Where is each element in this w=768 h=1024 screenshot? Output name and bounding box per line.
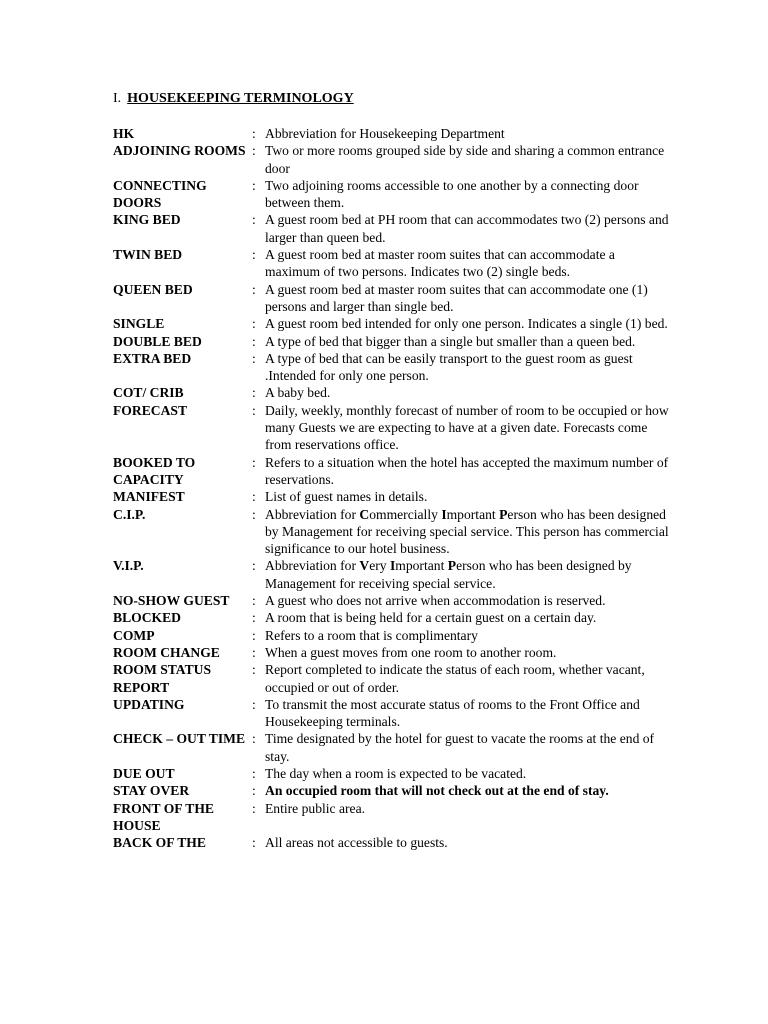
- term-separator: :: [252, 765, 256, 781]
- term-separator: :: [252, 454, 256, 470]
- term-separator: :: [252, 662, 256, 678]
- terminology-list: [113, 125, 673, 851]
- term-definition: A room that is being held for a certain guest on a certain day.: [265, 610, 597, 626]
- term-row: [113, 782, 673, 799]
- term-separator: :: [252, 350, 256, 366]
- term-row: [113, 211, 673, 246]
- term-separator: :: [252, 835, 256, 851]
- term-separator: :: [252, 800, 256, 816]
- term-label: V.I.P.: [113, 558, 144, 574]
- term-definition: Time designated by the hotel for guest to vacate the rooms at the end of stay.: [265, 731, 655, 764]
- term-label: CHECK – OUT TIME: [113, 731, 246, 747]
- term-definition: A guest room bed at PH room that can accommodates two (2) persons and larger than queen bed.: [265, 212, 669, 245]
- term-separator: :: [252, 385, 256, 401]
- term-row: [113, 402, 673, 454]
- term-separator: :: [252, 247, 256, 263]
- section-heading: [113, 90, 354, 108]
- term-label: COT/ CRIB: [113, 385, 184, 401]
- term-row: [113, 350, 673, 385]
- term-definition: Abbreviation for Commercially Important Person who has been designed by Management for receiving special service. This person has commercial significance to our hotel business.: [265, 506, 669, 557]
- term-label: DOUBLE BED: [113, 333, 202, 349]
- term-definition: When a guest moves from one room to another room.: [265, 644, 557, 660]
- term-row: [113, 454, 673, 489]
- term-label: DUE OUT: [113, 765, 175, 781]
- term-label: CONNECTING DOORS: [113, 177, 207, 211]
- term-separator: :: [252, 177, 256, 193]
- term-row: [113, 609, 673, 626]
- term-separator: :: [252, 593, 256, 609]
- term-row: [113, 765, 673, 782]
- term-row: [113, 488, 673, 505]
- term-row: [113, 730, 673, 765]
- term-label: TWIN BED: [113, 247, 183, 263]
- term-separator: :: [252, 644, 256, 660]
- term-separator: :: [252, 610, 256, 626]
- term-label: STAY OVER: [113, 783, 190, 799]
- term-label: QUEEN BED: [113, 281, 193, 297]
- term-separator: :: [252, 212, 256, 228]
- term-label: NO-SHOW GUEST: [113, 593, 230, 609]
- term-definition: All areas not accessible to guests.: [265, 835, 448, 851]
- term-separator: :: [252, 506, 256, 522]
- term-definition: The day when a room is expected to be vacated.: [265, 765, 527, 781]
- term-row: [113, 696, 673, 731]
- term-label: BOOKED TO CAPACITY: [113, 454, 196, 487]
- term-label: KING BED: [113, 212, 181, 228]
- term-label: FORECAST: [113, 402, 188, 418]
- term-row: [113, 333, 673, 350]
- term-row: [113, 384, 673, 401]
- term-row: [113, 246, 673, 281]
- term-label: MANIFEST: [113, 489, 185, 505]
- term-row: [113, 281, 673, 316]
- term-definition: A guest room bed at master room suites that can accommodate one (1) persons and larger than single bed.: [265, 281, 648, 314]
- term-separator: :: [252, 316, 256, 332]
- term-definition: A guest room bed at master room suites that can accommodate a maximum of two persons. Indicates two (2) single beds.: [265, 247, 615, 280]
- term-label: EXTRA BED: [113, 350, 192, 366]
- term-row: [113, 800, 673, 835]
- term-row: [113, 644, 673, 661]
- term-label: BACK OF THE: [113, 835, 206, 851]
- term-separator: :: [252, 402, 256, 418]
- term-definition: Abbreviation for Very Important Person who has been designed by Management for receiving special service.: [265, 558, 632, 591]
- section-number: I.: [113, 91, 122, 106]
- term-row: [113, 125, 673, 142]
- term-separator: :: [252, 627, 256, 643]
- term-separator: :: [252, 489, 256, 505]
- term-separator: :: [252, 731, 256, 747]
- term-definition: An occupied room that will not check out at the end of stay.: [265, 783, 609, 799]
- term-definition: A type of bed that can be easily transport to the guest room as guest .Intended for only one person.: [265, 350, 633, 384]
- term-separator: :: [252, 126, 256, 141]
- term-definition: Refers to a room that is complimentary: [265, 627, 478, 643]
- term-row: [113, 592, 673, 609]
- section-title: HOUSEKEEPING TERMINOLOGY: [127, 91, 354, 106]
- term-label: ROOM STATUS REPORT: [113, 662, 212, 695]
- term-row: [113, 661, 673, 696]
- term-definition: A guest who does not arrive when accommodation is reserved.: [265, 593, 606, 609]
- term-definition: Entire public area.: [265, 800, 366, 816]
- term-label: UPDATING: [113, 696, 185, 712]
- term-label: C.I.P.: [113, 506, 146, 522]
- term-definition: A type of bed that bigger than a single but smaller than a queen bed.: [265, 333, 636, 349]
- term-label: ROOM CHANGE: [113, 644, 220, 660]
- term-separator: :: [252, 558, 256, 574]
- term-definition: To transmit the most accurate status of rooms to the Front Office and Housekeeping terminals.: [265, 696, 640, 730]
- term-row: [113, 557, 673, 592]
- term-separator: :: [252, 281, 256, 297]
- term-definition: Report completed to indicate the status of each room, whether vacant, occupied or out of order.: [265, 662, 645, 695]
- term-row: [113, 142, 673, 177]
- term-definition: Daily, weekly, monthly forecast of number of room to be occupied or how many Guests we are expecting to have at a given date. Forecasts come from reservations office.: [265, 402, 669, 453]
- term-row: [113, 834, 673, 851]
- term-row: [113, 506, 673, 558]
- term-definition: A baby bed.: [265, 385, 331, 401]
- term-label: ADJOINING ROOMS: [113, 143, 246, 159]
- term-definition: Two adjoining rooms accessible to one another by a connecting door between them.: [265, 177, 639, 211]
- term-definition: A guest room bed intended for only one person. Indicates a single (1) bed.: [265, 316, 668, 332]
- term-row: [113, 315, 673, 332]
- term-definition: List of guest names in details.: [265, 489, 428, 505]
- term-label: COMP: [113, 627, 155, 643]
- term-label: SINGLE: [113, 316, 165, 332]
- term-row: [113, 177, 673, 212]
- term-separator: :: [252, 143, 256, 159]
- term-definition: Two or more rooms grouped side by side and sharing a common entrance door: [265, 143, 665, 176]
- term-definition: Abbreviation for Housekeeping Department: [265, 126, 505, 141]
- term-label: HK: [113, 126, 135, 141]
- term-separator: :: [252, 333, 256, 349]
- term-separator: :: [252, 696, 256, 712]
- term-label: BLOCKED: [113, 610, 181, 626]
- term-separator: :: [252, 783, 256, 799]
- term-row: [113, 627, 673, 644]
- term-definition: Refers to a situation when the hotel has accepted the maximum number of reservations.: [265, 454, 669, 487]
- term-label: FRONT OF THE HOUSE: [113, 800, 214, 833]
